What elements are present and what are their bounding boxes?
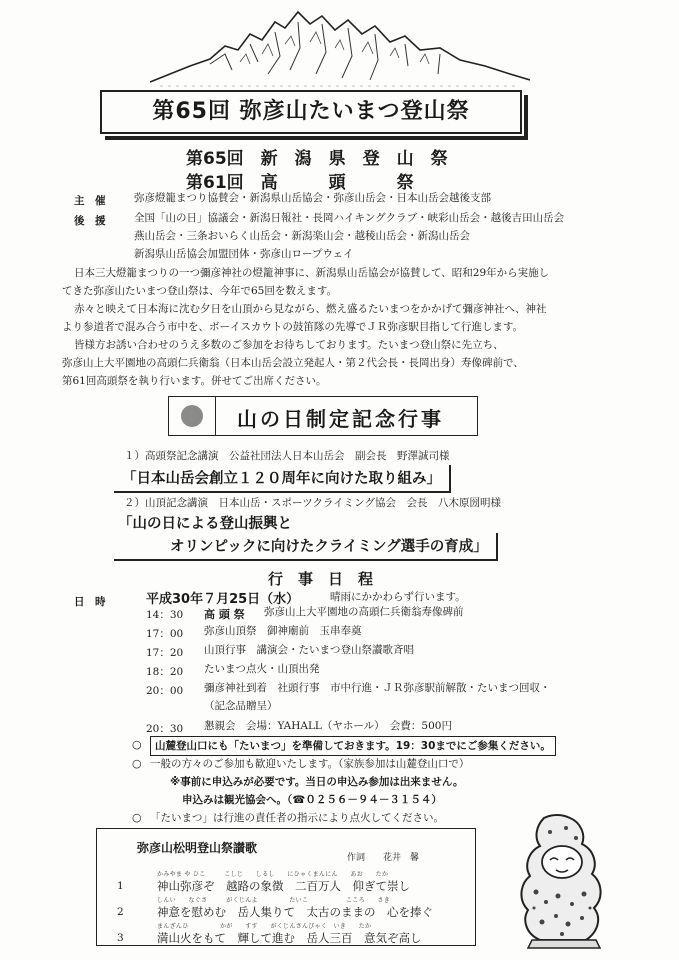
sub-title-2: 第61回 高 頭 祭	[186, 173, 414, 193]
support-line-3: 新潟県山岳協会加盟団体・弥彦山ロープウェイ	[134, 248, 354, 260]
memorial-section-title: 山の日制定記念行事	[237, 407, 444, 431]
schedule-time-1: 14：30	[146, 609, 184, 621]
intro-p3-line3: 第61回高頭祭を執り行います。併せてご出席ください。	[62, 375, 327, 387]
schedule-time-4: 18：20	[146, 666, 184, 678]
lecture-2-title-1: 「山の日による登山振興と	[118, 516, 292, 532]
verse-3-ruby: まんざんひ かが すす がくじんさんびゃく いき たか	[157, 923, 372, 930]
schedule-time-7: 20：30	[146, 723, 184, 735]
event-date: 平成30年７月25日（水）	[146, 592, 300, 607]
song-title: 弥彦山松明登山祭讃歌	[137, 841, 258, 855]
intro-p1-line1: 日本三大燈籠まつりの一つ彌彦神社の燈籠神事に、新潟県山岳協会が協賛して、昭和29年から実施し	[74, 267, 550, 279]
lecture-1-info: １）高頭祭記念講演 公益社団法人日本山岳会 副会長 野澤誠司様	[124, 450, 450, 462]
bullet-circle: ○	[132, 738, 142, 751]
sub-title-1: 第65回 新 潟 県 登 山 祭	[186, 149, 448, 169]
verse-1-num: 1	[117, 880, 124, 892]
song-author-label: 作詞	[347, 853, 366, 863]
mountain-illustration	[150, 4, 530, 94]
schedule-event-5-cont: （記念品贈呈）	[204, 700, 278, 712]
intro-p2-line2: より参道者で混み合う市中を、ボーイスカウトの鼓笛隊の先導でＪＲ弥彦駅目指して行進します。	[62, 321, 524, 333]
main-title-frame	[100, 90, 522, 134]
verse-2-ruby: しんい なぐさ がくじんよ たいこ こころ さき	[157, 897, 391, 904]
host-text: 弥彦燈籠まつり協賛会・新潟県山岳協会・弥彦山岳会・日本山岳会越後支部	[134, 192, 491, 204]
schedule-event-7: 懇親会 会場：YAHALL（ヤホール） 会費：500円	[204, 720, 452, 732]
verse-1-ruby: かみやま や ひこ こしじ しるし にひゃくまんにん あお たか	[157, 871, 389, 878]
note-contact: 申込みは観光協会へ。（☎０２５６－９４－３１５４）	[182, 794, 442, 806]
note-lighting: 「たいまつ」は行進の責任者の指示により点火してください。	[150, 812, 444, 824]
verse-1-text: 神山弥彦ぞ 越路の象徴 二百万人 仰ぎて崇し	[157, 879, 410, 893]
verse-3-num: 3	[117, 932, 124, 944]
support-line-2: 燕山岳会・三条おいらく山岳会・新潟楽山会・越稜山岳会・新潟山岳会	[134, 230, 470, 242]
schedule-event-3: 山頂行事 講演会・たいまつ登山祭讃歌斉唱	[204, 644, 414, 656]
host-label: 主 催	[74, 195, 106, 207]
sun-flag-icon	[179, 403, 205, 429]
lecture-1-title: 「日本山岳会創立１２０周年に向けた取り組み」	[114, 465, 451, 493]
event-date-note: 晴雨にかかわらず行います。	[330, 591, 466, 603]
verse-2-num: 2	[117, 906, 124, 918]
schedule-time-5: 20：00	[146, 685, 184, 697]
schedule-time-2: 17：00	[146, 628, 184, 640]
statue-illustration	[506, 812, 610, 950]
schedule-event-5: 彌彦神社到着 社頭行事 市中行進・ＪＲ弥彦駅前解散・たいまつ回収・	[204, 682, 551, 694]
lecture-2-info: ２）山頂記念講演 日本山岳・スポーツクライミング協会 会長 八木原圀明様	[124, 497, 501, 509]
intro-p3-line1: 皆様方お誘い合わせのうえ多数のご参加をお待ちしております。たいまつ登山祭に先立ち、	[74, 339, 504, 351]
verse-3-text: 満山火をもて 輝して進む 岳人三百 意気ぞ高し	[157, 931, 422, 945]
intro-p2-line1: 赤々と映えて日本海に沈む夕日を山頂から見ながら、燃え盛るたいまつをかかげて彌彦神社へ、神社	[74, 303, 547, 315]
support-label: 後 援	[74, 215, 106, 227]
song-box	[96, 828, 476, 946]
schedule-time-3: 17：20	[146, 647, 184, 659]
date-label: 日 時	[74, 596, 106, 608]
verse-2-text: 神意を慰めむ 岳人集りて 太古のままの 心を捧ぐ	[157, 905, 433, 919]
schedule-detail-1: 弥彦山上大平園地の高頭仁兵衛翁寿像碑前	[264, 606, 464, 618]
schedule-event-1: 高 頭 祭	[204, 608, 245, 621]
bullet-circle: ○	[132, 811, 142, 824]
schedule-event-4: たいまつ点火・山頂出発	[204, 663, 320, 675]
main-title: 第65回 弥彦山たいまつ登山祭	[152, 99, 470, 124]
intro-p1-line2: てきた弥彦山たいまつ登山祭は、今年で65回を数えます。	[62, 285, 338, 297]
note-registration: ※事前に申込みが必要です。当日の申込み参加は出来ません。	[170, 776, 464, 788]
support-line-1: 全国「山の日」協議会・新潟日報社・長岡ハイキングクラブ・峡彩山岳会・越後吉田山岳会	[134, 212, 565, 224]
note-welcome: 一般の方々のご参加も歓迎いたします。（家族参加は山麓登山口で）	[150, 758, 470, 770]
intro-p3-line2: 弥彦山上大平園地の高頭仁兵衛翁（日本山岳会設立発起人・第２代会長・長岡出身）寿像碑前で、	[62, 357, 524, 369]
song-author: 花井 馨	[383, 853, 420, 863]
schedule-heading: 行 事 日 程	[268, 570, 374, 588]
memorial-section-frame	[168, 396, 478, 436]
note-torch-prep: 山麓登山口にも「たいまつ」を準備しておきます。19：30までにご参集ください。	[150, 736, 556, 756]
schedule-event-2: 弥彦山頂祭 御神廟前 玉串奉奠	[204, 625, 362, 637]
lecture-2-title-2: オリンピックに向けたクライミング選手の育成」	[114, 533, 498, 561]
bullet-circle: ○	[132, 757, 142, 770]
